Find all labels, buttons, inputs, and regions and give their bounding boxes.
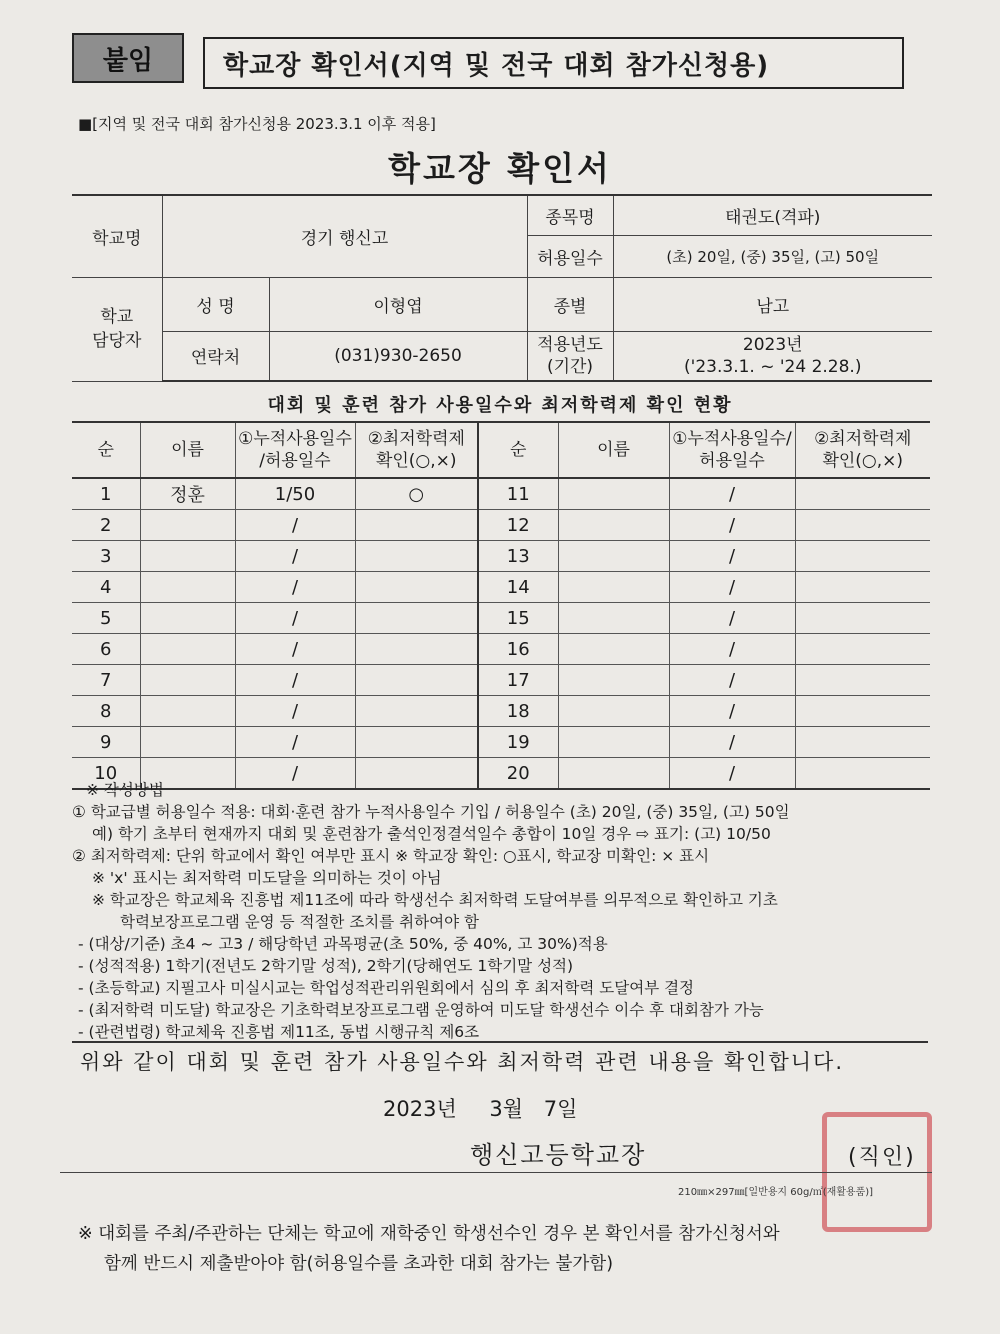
header-name: 이름: [140, 422, 235, 478]
row-check-2: [795, 696, 930, 727]
year-cell: [613, 331, 932, 381]
row-days-2: /: [669, 665, 795, 696]
row-days-2: /: [669, 696, 795, 727]
row-days: /: [235, 510, 355, 541]
row-days: /: [235, 696, 355, 727]
row-check-2: [795, 603, 930, 634]
date-month: 3월: [489, 1097, 524, 1121]
seal-mark: (직인): [848, 1145, 916, 1170]
header-title: 학교장 확인서(지역 및 전국 대회 참가신청용): [203, 37, 904, 89]
row-days-2: /: [669, 727, 795, 758]
instruction-line: - (최저학력 미도달) 학교장은 기초학력보장프로그램 운영하여 미도달 학생선수 이수 후 대회참가 가능: [78, 1001, 764, 1019]
row-name-2: [558, 572, 669, 603]
date-day: 7일: [543, 1097, 578, 1121]
footer-line: 함께 반드시 제출받아야 함(허용일수를 초과한 대회 참가는 불가함): [104, 1254, 614, 1274]
instruction-line: ※ 작성방법: [86, 781, 164, 799]
confirm-text: 위와 같이 대회 및 훈련 참가 사용일수와 최저학력 관련 내용을 확인합니다.: [80, 1050, 845, 1074]
document-title: 학교장 확인서: [388, 149, 612, 188]
table-row: [72, 603, 930, 634]
school-value: 경기 행신고: [162, 195, 527, 277]
event-value: 태권도(격파): [613, 195, 932, 235]
row-check: [355, 665, 478, 696]
row-no: 3: [72, 541, 140, 572]
row-check-2: [795, 572, 930, 603]
status-title: 대회 및 훈련 참가 사용일수와 최저학력제 확인 현황: [267, 395, 733, 416]
row-no-2: 12: [478, 510, 558, 541]
table-row: [72, 541, 930, 572]
row-days: /: [235, 727, 355, 758]
table-row: [72, 572, 930, 603]
row-no-2: 13: [478, 541, 558, 572]
row-check: [355, 541, 478, 572]
table-row: [72, 510, 930, 541]
type-value: 남고: [613, 277, 932, 331]
signer: 행신고등학교장: [470, 1141, 647, 1169]
row-days: /: [235, 665, 355, 696]
year-value: 2023년: [742, 334, 803, 355]
info-table: [72, 194, 932, 382]
row-no: 9: [72, 727, 140, 758]
table-row: [72, 727, 930, 758]
row-no-2: 17: [478, 665, 558, 696]
type-label: 종별: [527, 277, 613, 331]
instruction-line: ※ 학교장은 학교체육 진흥법 제11조에 따라 학생선수 최저학력 도달여부를 의무적으로 확인하고 기초: [92, 891, 778, 909]
row-days-2: /: [669, 758, 795, 790]
footer-line: ※ 대회를 주최/주관하는 단체는 학교에 재학중인 학생선수인 경우 본 확인서를 참가신청서와: [78, 1224, 780, 1244]
row-check-2: [795, 510, 930, 541]
row-no-2: 18: [478, 696, 558, 727]
header-no: 순: [72, 422, 140, 478]
row-check: ○: [355, 478, 478, 510]
row-name-2: [558, 727, 669, 758]
row-name: [140, 696, 235, 727]
row-days: /: [235, 603, 355, 634]
name-label: 성 명: [162, 277, 269, 331]
instruction-line: 학력보장프로그램 운영 등 적절한 조치를 취하여야 함: [120, 913, 479, 931]
row-no-2: 14: [478, 572, 558, 603]
table-row: [72, 665, 930, 696]
paper-spec: 210㎜×297㎜[일반용지 60g/㎡(재활용품)]: [678, 1187, 874, 1198]
row-name-2: [558, 510, 669, 541]
row-no: 1: [72, 478, 140, 510]
header-check: ②최저학력제 확인(○,×): [355, 422, 478, 478]
row-check: [355, 510, 478, 541]
instruction-line: - (초등학교) 지필고사 미실시교는 학업성적관리위원회에서 심의 후 최저학력 도달여부 결정: [78, 979, 695, 997]
header-name-2: 이름: [558, 422, 669, 478]
row-no-2: 16: [478, 634, 558, 665]
header-no-2: 순: [478, 422, 558, 478]
row-no-2: 20: [478, 758, 558, 790]
instruction-line: - (대상/기준) 초4 ~ 고3 / 해당학년 과목평균(초 50%, 중 40%, 고 30%)적용: [78, 935, 608, 953]
row-check: [355, 727, 478, 758]
row-days: /: [235, 541, 355, 572]
instruction-line: 예) 학기 초부터 현재까지 대회 및 훈련참가 출석인정결석일수 총합이 10일 경우 ⇨ 표기: (고) 10/50: [92, 825, 771, 843]
row-name-2: [558, 478, 669, 510]
row-name-2: [558, 541, 669, 572]
date-year: 2023년: [383, 1097, 457, 1121]
row-name: [140, 572, 235, 603]
row-name: [140, 634, 235, 665]
instructions: [72, 779, 942, 1043]
row-name: [140, 665, 235, 696]
row-name: [140, 603, 235, 634]
instruction-line: - (성적적용) 1학기(전년도 2학기말 성적), 2학기(당해연도 1학기말 성적): [78, 957, 574, 975]
row-days: /: [235, 758, 355, 790]
row-no-2: 19: [478, 727, 558, 758]
row-no: 8: [72, 696, 140, 727]
row-no: 2: [72, 510, 140, 541]
row-no: 10: [72, 758, 140, 790]
header-days: ①누적사용일수 /허용일수: [235, 422, 355, 478]
row-check-2: [795, 541, 930, 572]
row-no: 7: [72, 665, 140, 696]
row-name-2: [558, 634, 669, 665]
row-no: 5: [72, 603, 140, 634]
applicability-note: ■[지역 및 전국 대회 참가신청용 2023.3.1 이후 적용]: [78, 115, 436, 133]
row-no-2: 11: [478, 478, 558, 510]
row-check-2: [795, 634, 930, 665]
table-row: [72, 696, 930, 727]
event-label: 종목명: [527, 195, 613, 235]
row-check: [355, 572, 478, 603]
row-name-2: [558, 696, 669, 727]
header-days-2: ①누적사용일수/ 허용일수: [669, 422, 795, 478]
days-value: (초) 20일, (중) 35일, (고) 50일: [613, 235, 932, 277]
row-name-2: [558, 603, 669, 634]
row-days: /: [235, 634, 355, 665]
row-days-2: /: [669, 510, 795, 541]
contact-value: (031)930-2650: [269, 331, 527, 381]
instruction-line: ① 학교급별 허용일수 적용: 대회·훈련 참가 누적사용일수 기입 / 허용일수 (초) 20일, (중) 35일, (고) 50일: [72, 803, 790, 821]
attachment-tag: 붙임: [72, 33, 184, 83]
table-row: [72, 478, 930, 510]
row-name: 정훈: [140, 478, 235, 510]
row-check-2: [795, 478, 930, 510]
confirm-date: [383, 1093, 577, 1123]
school-label: 학교명: [72, 195, 162, 277]
row-days-2: /: [669, 603, 795, 634]
divider: [72, 1041, 928, 1043]
row-check: [355, 696, 478, 727]
row-no-2: 15: [478, 603, 558, 634]
row-name: [140, 727, 235, 758]
year-label: 적용년도 (기간): [527, 331, 613, 381]
row-check: [355, 603, 478, 634]
row-check-2: [795, 665, 930, 696]
header-check-2: ②최저학력제 확인(○,×): [795, 422, 930, 478]
row-check-2: [795, 727, 930, 758]
row-check: [355, 634, 478, 665]
name-value: 이형엽: [269, 277, 527, 331]
row-no: 6: [72, 634, 140, 665]
year-range: ('23.3.1. ~ '24 2.28.): [684, 356, 862, 377]
row-days-2: /: [669, 541, 795, 572]
instruction-line: ② 최저학력제: 단위 학교에서 확인 여부만 표시 ※ 학교장 확인: ○표시, 학교장 미확인: × 표시: [72, 847, 710, 865]
footer-note: [78, 1219, 938, 1279]
row-days: 1/50: [235, 478, 355, 510]
instruction-line: ※ 'x' 표시는 최저학력 미도달을 의미하는 것이 아님: [92, 869, 442, 887]
row-days-2: /: [669, 634, 795, 665]
row-name: [140, 510, 235, 541]
row-name: [140, 541, 235, 572]
status-grid: [72, 421, 930, 790]
divider: [60, 1172, 932, 1173]
manager-label: 학교 담당자: [72, 277, 162, 381]
instruction-line: - (관련법령) 학교체육 진흥법 제11조, 동법 시행규칙 제6조: [78, 1023, 480, 1041]
row-name-2: [558, 665, 669, 696]
row-days-2: /: [669, 478, 795, 510]
table-row: [72, 634, 930, 665]
days-label: 허용일수: [527, 235, 613, 277]
contact-label: 연락처: [162, 331, 269, 381]
row-days: /: [235, 572, 355, 603]
row-no: 4: [72, 572, 140, 603]
row-days-2: /: [669, 572, 795, 603]
